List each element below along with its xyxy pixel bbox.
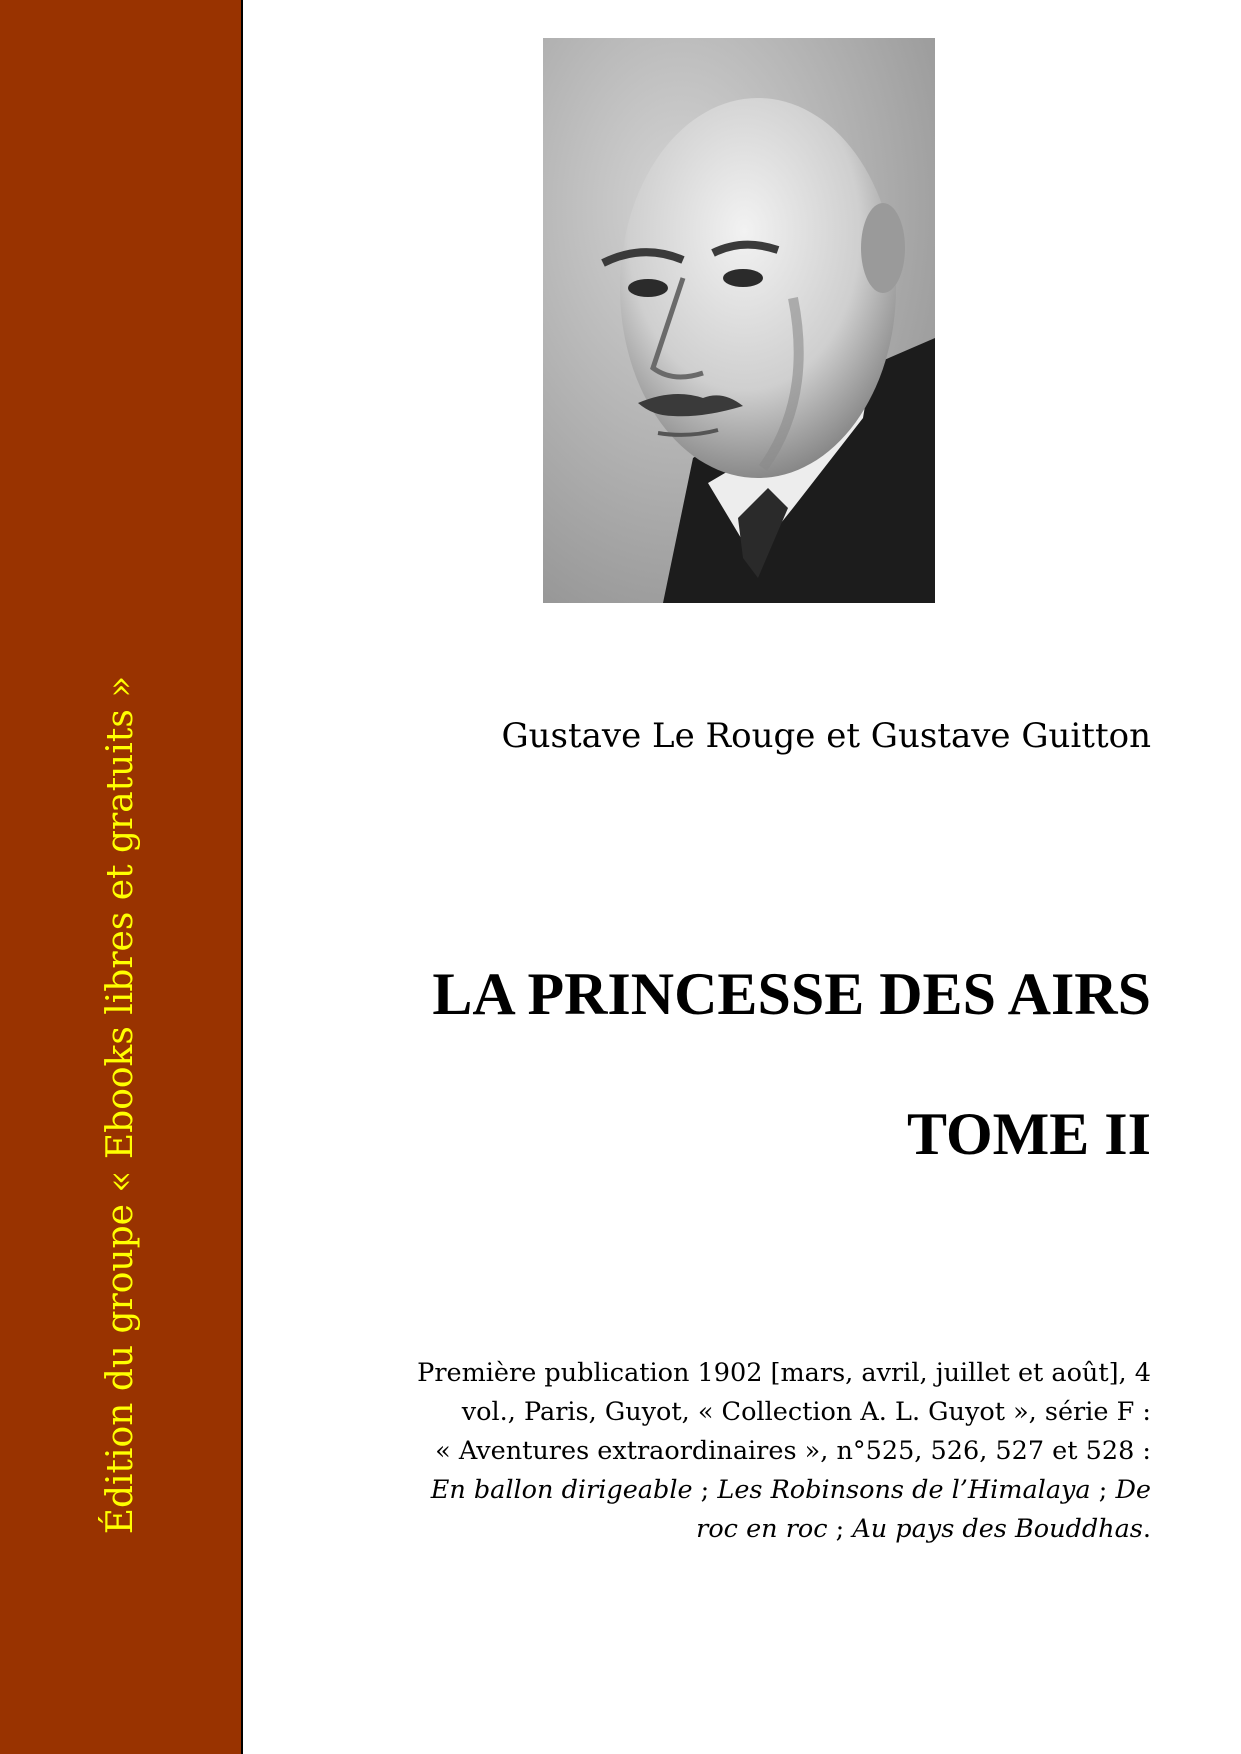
separator: ; bbox=[1090, 1475, 1116, 1505]
publication-line-4 bbox=[311, 1471, 1151, 1510]
separator: ; bbox=[692, 1475, 718, 1505]
publication-line-3: « Aventures extraordinaires », n°525, 526, 527 et 528 : bbox=[435, 1436, 1151, 1466]
volume-title-3-end: roc en roc bbox=[696, 1514, 828, 1544]
author-portrait-photo bbox=[543, 38, 935, 603]
publication-line-2: vol., Paris, Guyot, « Collection A. L. Guyot », série F : bbox=[461, 1397, 1151, 1427]
publication-line-5 bbox=[311, 1510, 1151, 1549]
sidebar-band bbox=[0, 0, 243, 1754]
volume-title-1: En ballon dirigeable bbox=[430, 1475, 693, 1505]
volume-title-4: Au pays des Bouddhas bbox=[852, 1514, 1143, 1544]
publication-info bbox=[311, 1354, 1151, 1549]
publication-line-1: Première publication 1902 [mars, avril, juillet et août], 4 bbox=[417, 1358, 1151, 1388]
portrait-icon bbox=[543, 38, 935, 603]
volume-title-2: Les Robinsons de l’Himalaya bbox=[717, 1475, 1091, 1505]
period: . bbox=[1142, 1514, 1151, 1544]
author-names: Gustave Le Rouge et Gustave Guitton bbox=[501, 716, 1151, 756]
volume-title-3-start: De bbox=[1115, 1475, 1151, 1505]
volume-label: TOME II bbox=[907, 1101, 1151, 1167]
separator: ; bbox=[827, 1514, 853, 1544]
book-title: LA PRINCESSE DES AIRS bbox=[432, 961, 1151, 1027]
sidebar-publisher-text: Édition du groupe « Ebooks libres et gratuits » bbox=[100, 675, 141, 1535]
